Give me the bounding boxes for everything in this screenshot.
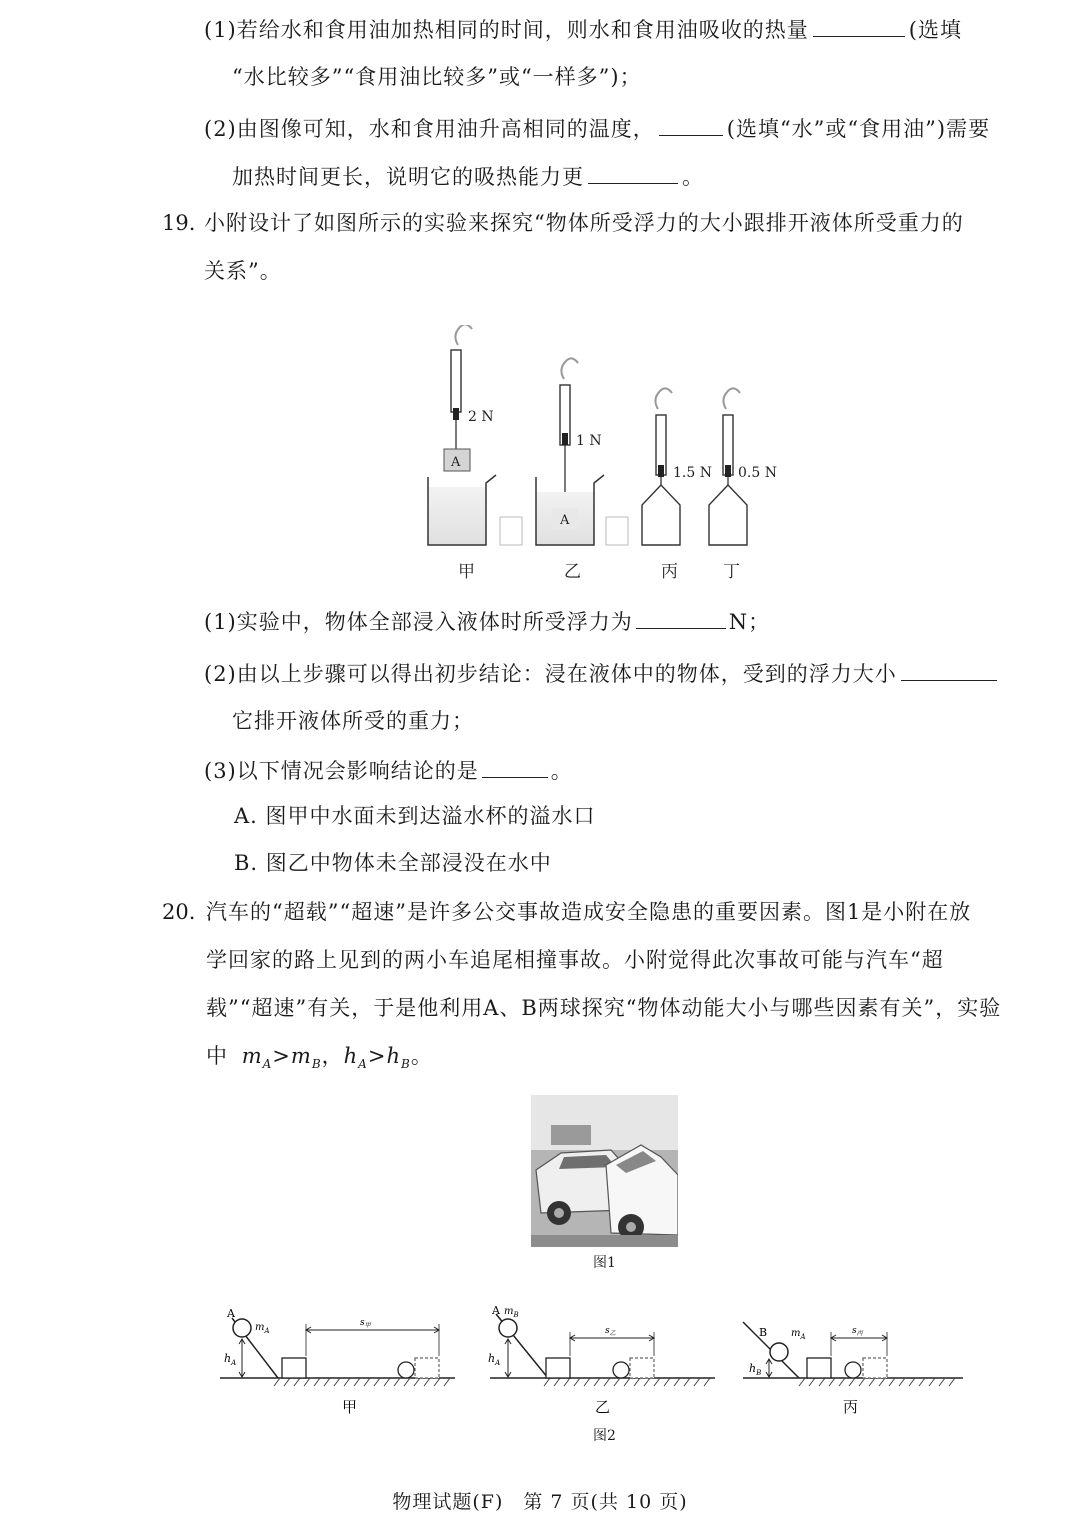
- empty-bucket: [709, 485, 747, 545]
- small-bucket: [642, 485, 680, 545]
- svg-text:hA: [488, 1352, 500, 1367]
- page-footer: 物理试题(F) 第 7 页(共 10 页): [392, 1491, 688, 1513]
- panel-yi: [536, 358, 628, 545]
- wood-block: [546, 1358, 570, 1378]
- q19-answer-blank-3[interactable]: [482, 755, 548, 778]
- distance-label: s: [852, 1326, 857, 1336]
- q19-part1: (1)实验中，物体全部浸入液体时所受浮力为 N；: [204, 606, 770, 637]
- ball-final: [613, 1362, 629, 1378]
- svg-text:hA: [224, 1352, 236, 1367]
- mass-label: m: [504, 1306, 514, 1317]
- height-label: h: [224, 1352, 232, 1365]
- svg-text:s丙: [852, 1326, 864, 1337]
- scale-pointer: [725, 465, 731, 477]
- scale-pointer: [453, 408, 459, 420]
- figure1-caption: 图1: [593, 1255, 616, 1271]
- object-a-label-submerged: A: [560, 513, 570, 528]
- distance-sub: 甲: [364, 1322, 371, 1329]
- q20-line3: 载”“超速”有关，于是他利用A、B两球探究“物体动能大小与哪些因素有关”，实验: [206, 996, 1002, 1020]
- q18-answer-blank-1[interactable]: [813, 14, 905, 37]
- height-label: h: [749, 1362, 757, 1375]
- q20-line1: 汽车的“超载”“超速”是许多公交事故造成安全隐患的重要因素。图1是小附在放: [206, 900, 972, 924]
- ball-final: [398, 1362, 414, 1378]
- kinetic-panel-label: 乙: [595, 1398, 611, 1416]
- wood-block: [807, 1358, 831, 1378]
- figure2-caption: 图2: [593, 1428, 616, 1444]
- height-sub: B: [756, 1369, 762, 1377]
- distance-sub: 丙: [856, 1330, 863, 1337]
- q19-answer-blank-1[interactable]: [636, 606, 726, 629]
- panel-label-yi: 乙: [564, 562, 581, 582]
- q20-number: 20.: [162, 900, 196, 924]
- svg-text:s甲: [360, 1318, 372, 1329]
- hand-sketch-icon: [561, 358, 578, 379]
- panel-label-jia: 甲: [458, 562, 475, 582]
- ball-label: A: [492, 1304, 500, 1317]
- car-collision-photo: [531, 1095, 678, 1247]
- distance-label: s: [360, 1318, 365, 1328]
- hand-sketch-icon: [723, 388, 740, 409]
- panel-ding: [709, 388, 777, 545]
- spring-scale: [451, 350, 461, 412]
- kinetic-energy-figure: [210, 1300, 970, 1430]
- q19-part2-line1: (2)由以上步骤可以得出初步结论：浸在液体中的物体，受到的浮力大小: [204, 658, 997, 689]
- ball-a: [770, 1343, 788, 1361]
- scale-pointer: [658, 465, 664, 477]
- svg-text:mA: [255, 1322, 270, 1335]
- q19-part2-line2: 它排开液体所受的重力；: [232, 709, 474, 733]
- mass-sub: A: [264, 1327, 270, 1335]
- q18-answer-blank-3[interactable]: [588, 161, 678, 184]
- block-final-position: [630, 1358, 654, 1378]
- ball-label: B: [759, 1326, 768, 1339]
- hand-sketch-icon: [455, 325, 472, 345]
- ball-final: [845, 1362, 861, 1378]
- mass-label: m: [791, 1328, 801, 1339]
- kinetic-panel-label: 甲: [342, 1398, 358, 1416]
- height-label: h: [488, 1352, 496, 1365]
- reading-jia: 2 N: [468, 409, 494, 425]
- ball-b: [499, 1319, 517, 1337]
- reading-bing: 1.5 N: [673, 465, 712, 481]
- object-a-label: A: [451, 455, 461, 470]
- q19-stem-line2: 关系”。: [204, 259, 282, 283]
- hand-sketch-icon: [655, 388, 672, 409]
- ball-label: A: [227, 1307, 235, 1320]
- distance-sub: 乙: [609, 1330, 616, 1337]
- q18-answer-blank-2[interactable]: [659, 113, 723, 136]
- mass-label: m: [255, 1322, 265, 1333]
- q19-stem-line1: 小附设计了如图所示的实验来探究“物体所受浮力的大小跟排开液体所受重力的: [204, 211, 964, 235]
- mass-sub: B: [513, 1311, 519, 1319]
- scale-pointer: [562, 433, 568, 445]
- q19-number: 19.: [162, 211, 196, 235]
- distance-label: s: [605, 1326, 610, 1336]
- svg-text:mA: [791, 1328, 806, 1341]
- q18-part2-line1: (2)由图像可知，水和食用油升高相同的温度， (选填“水”或“食用油”)需要: [204, 113, 990, 144]
- height-sub: A: [495, 1359, 501, 1367]
- panel-bing: [642, 388, 712, 545]
- water: [428, 487, 486, 545]
- q19-option-a: A. 图甲中水面未到达溢水杯的溢水口: [234, 804, 596, 828]
- wood-block: [282, 1358, 306, 1378]
- kinetic-panel-label: 丙: [843, 1398, 859, 1416]
- q19-answer-blank-2[interactable]: [901, 658, 997, 681]
- reading-yi: 1 N: [576, 433, 602, 449]
- q18-part2-line2: 加热时间更长，说明它的吸热能力更 。: [232, 161, 704, 192]
- block-final-position: [863, 1358, 887, 1378]
- panel-jia: [428, 325, 522, 545]
- svg-text:mB: [504, 1306, 519, 1319]
- panel-label-bing: 丙: [661, 562, 678, 582]
- q20-line4: 中 $m_A>m_B$，$h_A>h_B$。: [206, 1044, 433, 1072]
- q18-part1-line1: (1)若给水和食用油加热相同的时间，则水和食用油吸收的热量 (选填: [204, 14, 962, 45]
- q18-part1-line2: “水比较多”“食用油比较多”或“一样多”)；: [232, 65, 642, 89]
- panel-yi-kinetic: [488, 1304, 715, 1416]
- panel-label-ding: 丁: [723, 562, 740, 582]
- small-cup: [500, 517, 522, 545]
- q20-line2: 学回家的路上见到的两小车追尾相撞事故。小附觉得此次事故可能与汽车“超: [206, 948, 944, 972]
- reading-ding: 0.5 N: [738, 465, 777, 481]
- panel-bing-kinetic: [743, 1322, 963, 1416]
- ball-a: [233, 1319, 251, 1337]
- svg-text:s乙: [605, 1326, 616, 1337]
- block-final-position: [415, 1358, 439, 1378]
- small-cup: [606, 517, 628, 545]
- svg-text:hB: [749, 1362, 761, 1377]
- q19-option-b: B. 图乙中物体未全部浸没在水中: [234, 851, 552, 875]
- height-sub: A: [231, 1359, 237, 1367]
- mass-sub: A: [800, 1333, 806, 1341]
- buoyancy-experiment-figure: [410, 325, 790, 590]
- panel-jia-kinetic: [220, 1307, 455, 1416]
- q19-part3: (3)以下情况会影响结论的是 。: [204, 755, 573, 786]
